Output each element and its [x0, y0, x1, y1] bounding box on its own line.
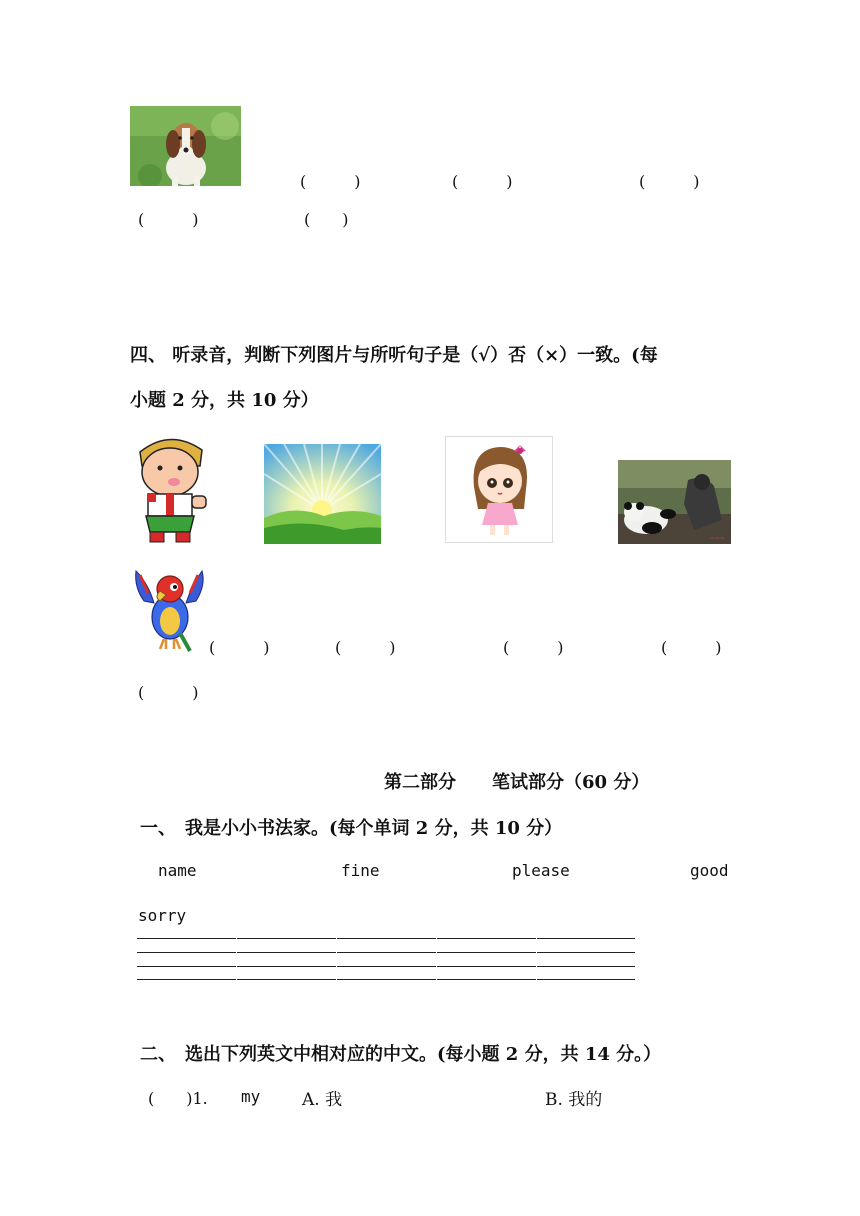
copy-word: name: [158, 861, 197, 880]
option-b: B. 我的: [545, 1090, 603, 1110]
girl-cartoon: [445, 436, 553, 543]
copy-word: fine: [341, 861, 380, 880]
answer-paren: ( ): [304, 210, 349, 229]
sun-landscape-image: [264, 444, 381, 544]
answer-paren: ( ): [503, 638, 564, 657]
answer-paren: ( ): [661, 638, 722, 657]
question-word: my: [241, 1087, 261, 1106]
answer-paren: ( ): [138, 210, 199, 229]
answer-paren: ( ): [209, 638, 270, 657]
answer-paren: ( ): [335, 638, 396, 657]
option-a: A. 我: [302, 1090, 343, 1110]
section-heading: 四、 听录音，判断下列图片与所听句子是（√）否（×）一致。(每: [130, 345, 658, 366]
question-heading: 二、 选出下列英文中相对应的中文。(每小题 2 分，共 14 分。）: [140, 1044, 662, 1065]
copy-word: please: [512, 861, 570, 880]
part-title: 第二部分 笔试部分（60 分）: [384, 772, 650, 793]
copy-word: sorry: [138, 906, 187, 925]
svg-text:~~~: ~~~: [710, 535, 726, 542]
handwriting-lines: [137, 936, 637, 982]
dog-photo: [130, 106, 241, 186]
answer-paren: ( ): [138, 683, 199, 702]
answer-paren: ( ): [639, 172, 700, 191]
answer-paren: ( ): [300, 172, 361, 191]
section-heading-continued: 小题 2 分，共 10 分）: [130, 390, 319, 411]
question-heading: 一、 我是小小书法家。(每个单词 2 分，共 10 分）: [140, 818, 563, 839]
answer-paren: ( )1.: [148, 1089, 208, 1108]
copy-word: good: [690, 861, 729, 880]
parrot-cartoon: [130, 563, 208, 655]
answer-paren: ( ): [452, 172, 513, 191]
panda-photo: [618, 460, 731, 544]
boy-cartoon: [130, 430, 212, 543]
